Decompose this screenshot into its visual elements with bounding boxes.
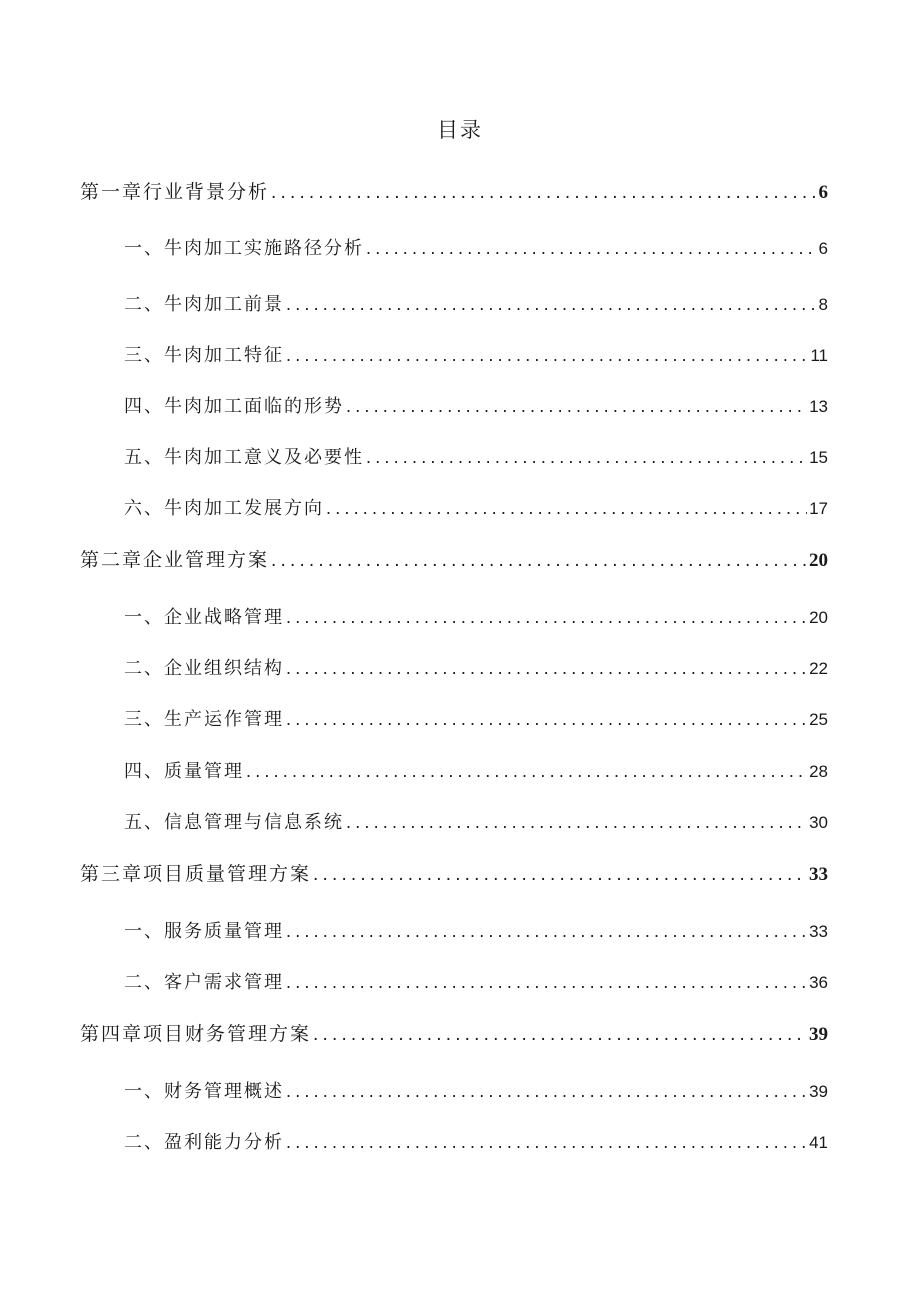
toc-entry-label: 二、盈利能力分析 bbox=[124, 1132, 284, 1153]
toc-entry-page: 17 bbox=[809, 499, 828, 518]
toc-entry-page: 28 bbox=[809, 762, 828, 781]
toc-entry-page: 6 bbox=[818, 182, 828, 203]
toc-entry-section[interactable] bbox=[124, 341, 828, 369]
dot-leader bbox=[313, 861, 807, 889]
toc-entry-page: 15 bbox=[809, 448, 828, 467]
toc-entry-page: 30 bbox=[809, 813, 828, 832]
toc-entry-label: 一、服务质量管理 bbox=[124, 921, 284, 942]
dot-leader bbox=[326, 494, 807, 522]
toc-entry-chapter[interactable] bbox=[80, 860, 828, 888]
toc-entry-section[interactable] bbox=[124, 1128, 828, 1156]
dot-leader bbox=[286, 603, 807, 631]
toc-entry-page: 8 bbox=[818, 295, 828, 314]
toc-entry-chapter[interactable] bbox=[80, 1020, 828, 1048]
toc-entry-label: 二、客户需求管理 bbox=[124, 972, 284, 993]
toc-entry-label: 第一章行业背景分析 bbox=[80, 181, 270, 203]
toc-entry-label: 四、质量管理 bbox=[124, 761, 244, 782]
toc-entry-label: 五、牛肉加工意义及必要性 bbox=[124, 447, 364, 468]
toc-entry-page: 39 bbox=[809, 1082, 828, 1101]
dot-leader bbox=[286, 341, 808, 369]
toc-entry-page: 39 bbox=[809, 1024, 828, 1045]
toc-entry-page: 33 bbox=[809, 922, 828, 941]
toc-entry-section[interactable] bbox=[124, 917, 828, 945]
dot-leader bbox=[286, 968, 807, 996]
toc-entry-label: 第三章项目质量管理方案 bbox=[80, 863, 312, 885]
toc-entry-section[interactable] bbox=[124, 1077, 828, 1105]
toc-entry-page: 20 bbox=[809, 608, 828, 627]
dot-leader bbox=[271, 179, 816, 207]
toc-entry-page: 11 bbox=[810, 346, 828, 365]
dot-leader bbox=[366, 443, 807, 471]
toc-entry-label: 一、牛肉加工实施路径分析 bbox=[124, 238, 364, 259]
toc-entry-label: 三、生产运作管理 bbox=[124, 709, 284, 730]
toc-entry-page: 25 bbox=[809, 710, 828, 729]
dot-leader bbox=[346, 808, 807, 836]
dot-leader bbox=[346, 392, 807, 420]
toc-entry-page: 41 bbox=[809, 1133, 828, 1152]
dot-leader bbox=[313, 1021, 807, 1049]
toc-entry-label: 二、企业组织结构 bbox=[124, 658, 284, 679]
toc-entry-section[interactable] bbox=[124, 654, 828, 682]
toc-entry-section[interactable] bbox=[124, 290, 828, 318]
dot-leader bbox=[366, 234, 817, 262]
toc-entry-label: 第四章项目财务管理方案 bbox=[80, 1023, 312, 1045]
toc-entry-section[interactable] bbox=[124, 494, 828, 522]
dot-leader bbox=[286, 705, 807, 733]
toc-entry-section[interactable] bbox=[124, 968, 828, 996]
toc-entry-label: 三、牛肉加工特征 bbox=[124, 345, 284, 366]
dot-leader bbox=[246, 757, 807, 785]
toc-entry-section[interactable] bbox=[124, 234, 828, 262]
toc-entry-section[interactable] bbox=[124, 443, 828, 471]
toc-entry-chapter[interactable] bbox=[80, 546, 828, 574]
toc-entry-page: 20 bbox=[809, 550, 828, 571]
toc-entry-label: 六、牛肉加工发展方向 bbox=[124, 498, 324, 519]
toc-entry-page: 33 bbox=[809, 864, 828, 885]
dot-leader bbox=[286, 290, 817, 318]
toc-title: 目录 bbox=[437, 118, 483, 142]
toc-entry-page: 6 bbox=[818, 239, 828, 258]
toc-entry-label: 一、财务管理概述 bbox=[124, 1081, 284, 1102]
dot-leader bbox=[286, 1128, 807, 1156]
toc-entry-page: 36 bbox=[809, 973, 828, 992]
dot-leader bbox=[271, 547, 807, 575]
toc-entry-section[interactable] bbox=[124, 808, 828, 836]
dot-leader bbox=[286, 1077, 807, 1105]
toc-entry-label: 一、企业战略管理 bbox=[124, 607, 284, 628]
dot-leader bbox=[286, 917, 807, 945]
toc-entry-chapter[interactable] bbox=[80, 178, 828, 206]
dot-leader bbox=[286, 654, 807, 682]
toc-entry-page: 13 bbox=[809, 397, 828, 416]
toc-entry-section[interactable] bbox=[124, 705, 828, 733]
toc-entry-section[interactable] bbox=[124, 757, 828, 785]
toc-entry-label: 五、信息管理与信息系统 bbox=[124, 812, 344, 833]
toc-entry-section[interactable] bbox=[124, 392, 828, 420]
toc-entry-page: 22 bbox=[809, 659, 828, 678]
toc-entry-section[interactable] bbox=[124, 603, 828, 631]
toc-entry-label: 二、牛肉加工前景 bbox=[124, 294, 284, 315]
toc-entry-label: 第二章企业管理方案 bbox=[80, 549, 270, 571]
toc-entry-label: 四、牛肉加工面临的形势 bbox=[124, 396, 344, 417]
